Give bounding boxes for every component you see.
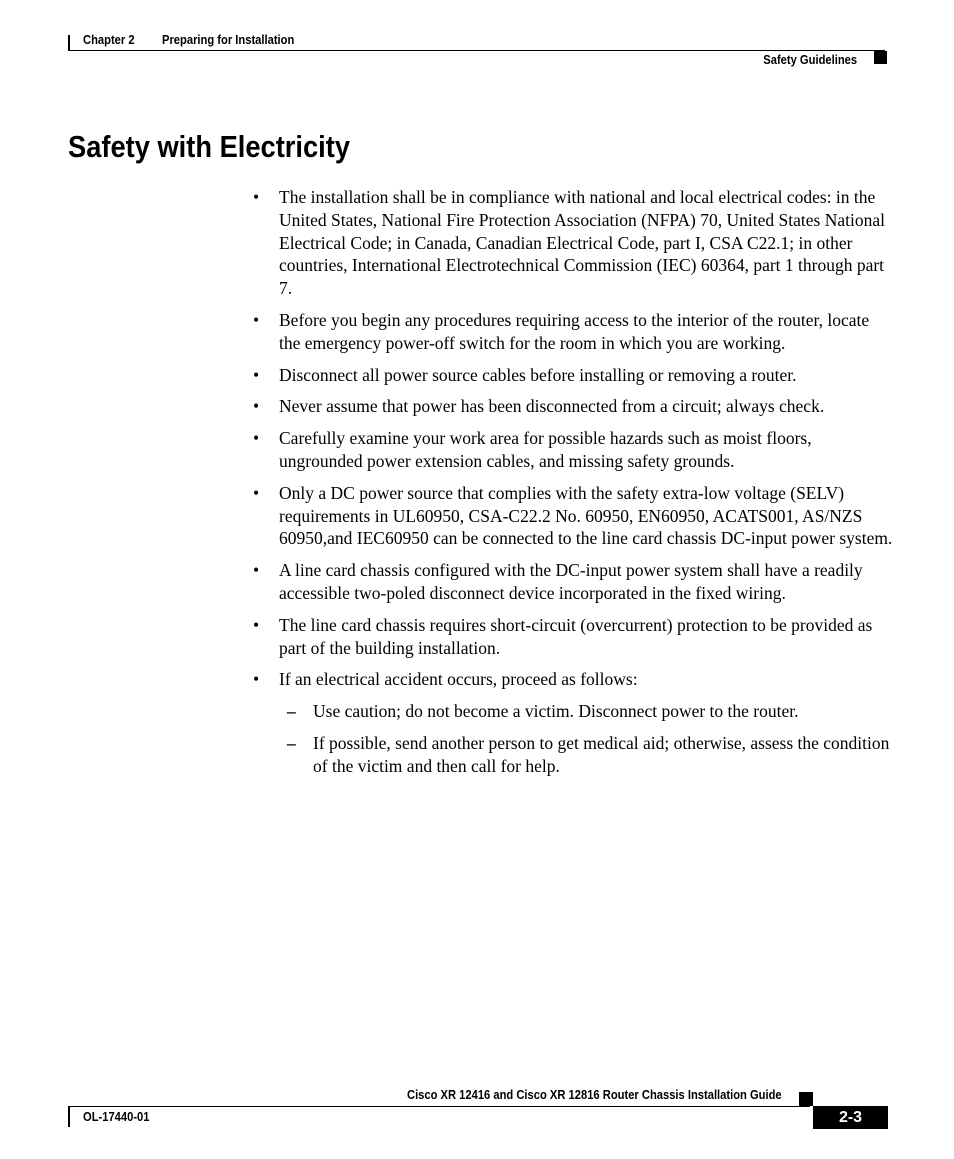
bullet-icon: •	[253, 614, 260, 635]
bullet-list	[253, 186, 893, 778]
header-marker-block	[874, 51, 887, 64]
bullet-icon: •	[253, 482, 260, 503]
footer-tick	[68, 1106, 70, 1127]
list-item-text: Never assume that power has been disconnected from a circuit; always check.	[279, 396, 825, 417]
footer-guide-title: Cisco XR 12416 and Cisco XR 12816 Router Chassis Installation Guide	[407, 1087, 782, 1102]
page-number: 2-3	[813, 1106, 888, 1129]
list-item	[253, 559, 893, 605]
main-content	[253, 186, 893, 787]
list-item	[253, 614, 893, 660]
list-item-text: Disconnect all power source cables before installing or removing a router.	[279, 364, 797, 385]
footer-rule	[68, 1106, 810, 1107]
sub-list-item-text: If possible, send another person to get medical aid; otherwise, assess the condition of the victim and then call for help.	[313, 732, 890, 776]
bullet-icon: •	[253, 309, 260, 330]
bullet-icon: •	[253, 364, 260, 385]
list-item-text: The installation shall be in compliance with national and local electrical codes: in the United States, National Fire Protection Association (NFPA) 70, United States National Electrical Code; in Canada, Canadian Electrical Code, part I, CSA C22.1; in other countries, International Electrotechnical Commission (IEC) 60364, part 1 through part 7.	[279, 187, 885, 299]
dash-icon: –	[287, 701, 296, 722]
footer-doc-id: OL-17440-01	[83, 1109, 150, 1124]
list-item	[253, 309, 893, 355]
list-item	[253, 668, 893, 777]
list-item-text: Carefully examine your work area for possible hazards such as moist floors, ungrounded power extension cables, and missing safety grounds.	[279, 428, 812, 471]
bullet-icon: •	[253, 396, 260, 417]
list-item	[253, 395, 893, 418]
sub-list-item-text: Use caution; do not become a victim. Disconnect power to the router.	[313, 701, 799, 722]
header-chapter-title: Preparing for Installation	[162, 32, 295, 47]
list-item-text: A line card chassis configured with the DC-input power system shall have a readily accessible two-poled disconnect device incorporated in the fixed wiring.	[279, 560, 863, 603]
bullet-icon: •	[253, 187, 260, 207]
bullet-icon: •	[253, 560, 260, 581]
list-item	[253, 186, 893, 300]
sub-list-item	[279, 700, 893, 723]
list-item-text: Before you begin any procedures requiring access to the interior of the router, locate the emergency power-off switch for the room in which you are working.	[279, 309, 870, 353]
list-item	[253, 364, 893, 387]
bullet-icon: •	[253, 669, 260, 690]
bullet-icon: •	[253, 428, 260, 449]
footer-marker-block	[799, 1092, 813, 1106]
header-tick	[68, 35, 70, 50]
list-item-text: The line card chassis requires short-circuit (overcurrent) protection to be provided as part of the building installation.	[279, 614, 873, 658]
list-item-text: Only a DC power source that complies with the safety extra-low voltage (SELV) requirements in UL60950, CSA-C22.2 No. 60950, EN60950, ACATS001, AS/NZS 60950,and IEC60950 can be connected to the line card chassis DC-input power system.	[279, 482, 893, 549]
list-item-text: If an electrical accident occurs, proceed as follows:	[279, 669, 638, 690]
list-item	[253, 482, 893, 550]
dash-icon: –	[287, 732, 296, 753]
header-rule	[68, 50, 885, 51]
list-item	[253, 427, 893, 473]
page-title: Safety with Electricity	[68, 129, 350, 164]
header-section: Safety Guidelines	[763, 52, 857, 67]
header-chapter: Chapter 2	[83, 32, 135, 47]
sub-bullet-list	[279, 700, 893, 777]
sub-list-item	[279, 732, 893, 778]
